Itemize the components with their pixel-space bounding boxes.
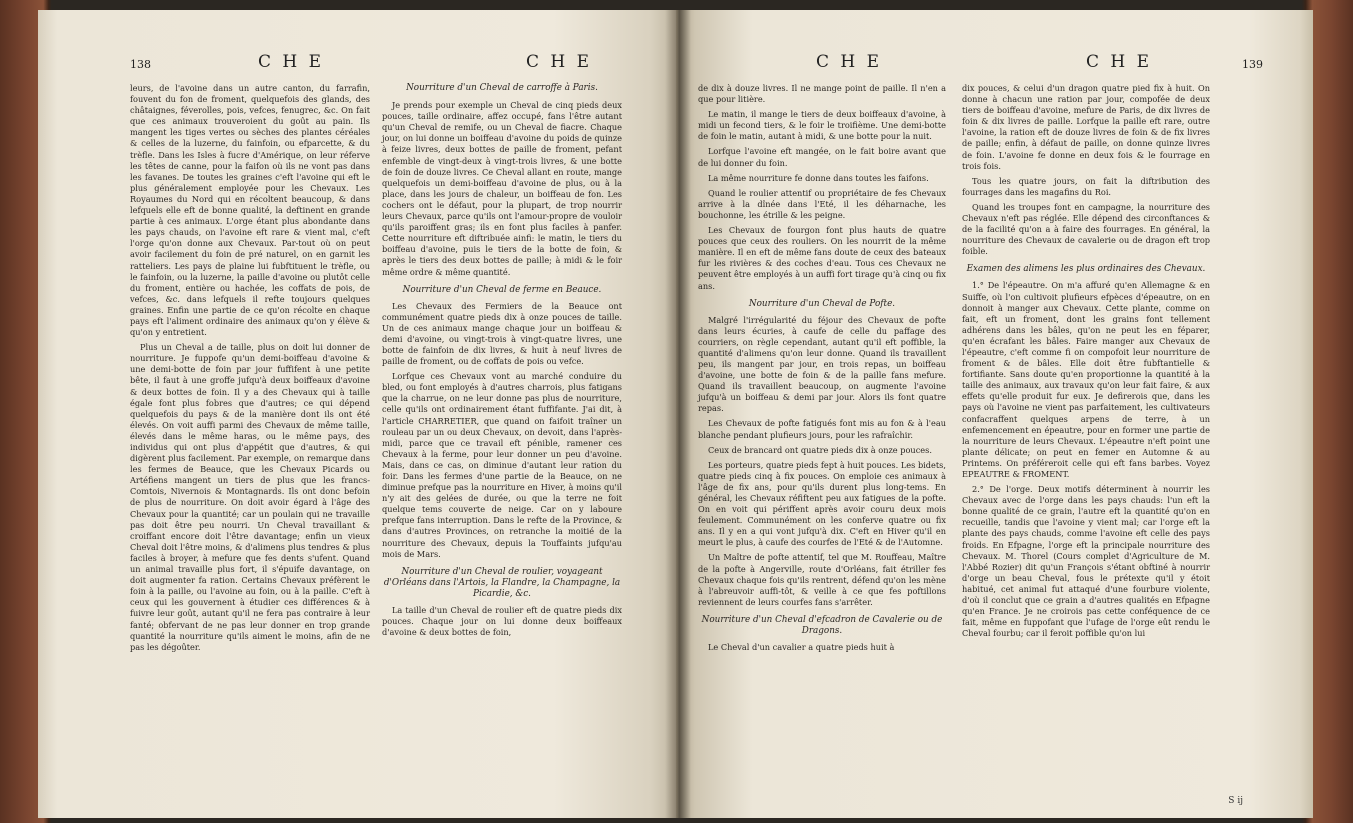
section-heading: Nourriture d'un Cheval de ferme en Beauce. xyxy=(402,284,602,295)
paragraph: Les porteurs, quatre pieds fept à huit pouces. Les bidets, quatre pieds cinq à fix pouces. On emploie ces animaux à l'âge de fix ans, pour qu'ils durent plus long-tems. En général, les Chevaux réfiftent peu aux fatigues de la pofte. On en voit qui périffent après avoir couru deux mois feulement. Communément on les conferve quatre ou fix ans. Il y en a qui vont jufqu'à dix. C'eft en Hiver qu'il en meurt le plus, à caufe des courfes de l'Eté & de l'Automne. xyxy=(698,459,946,548)
book-gutter xyxy=(665,10,691,818)
paragraph: dix pouces, & celui d'un dragon quatre pied fix à huit. On donne à chacun une ration par jour, compofée de deux tiers de boiffeau d'avoine, mefure de Paris, de dix livres de foin & dix livres de paille. Lorfque la paille eft rare, outre l'avoine, la ration eft de douze livres de foin & de fix livres de paille; enfin, à défaut de paille, on donne quinze livres de foin. L'avoine fe donne en deux fois & le fourrage en trois fois. xyxy=(962,83,1210,171)
section-heading: Nourriture d'un Cheval de roulier, voyageant d'Orléans dans l'Artois, la Flandre, la Champagne, la Picardie, &c. xyxy=(383,566,621,599)
paragraph: Les Chevaux des Fermiers de la Beauce ont communément quatre pieds dix à onze pouces de taille. Un de ces animaux mange chaque jour un boiffeau & demi d'avoine, ou vingt-trois à vingt-quatre livres, une botte de fainfoin de dix livres, & huit à neuf livres de paille de froment, ou de coffats de pois ou vefce. xyxy=(382,300,622,367)
paragraph: Malgré l'irrégularité du féjour des Chevaux de pofte dans leurs écuries, à caufe de celle du paffage des courriers, on règle cependant, autant qu'il eft poffible, la quantité d'alimens qu'on leur donne. Quand ils travaillent peu, ils mangent par jour, en trois repas, un boiffeau d'avoine, une botte de foin & de la paille fans mefure. Quand ils travaillent beaucoup, on augmente l'avoine jufqu'à un boiffeau & demi par jour. Alors ils font quatre repas. xyxy=(698,314,946,414)
page-number-left: 138 xyxy=(130,58,151,71)
paragraph: La taille d'un Cheval de roulier eft de quatre pieds dix pouces. Chaque jour on lui donne deux boiffeaux d'avoine & deux bottes de foin, xyxy=(382,604,622,637)
signature-mark: S ij xyxy=(1228,796,1243,806)
paragraph: Le matin, il mange le tiers de deux boiffeaux d'avoine, à midi un fecond tiers, & le foir le troifième. Une demi-botte de foin le matin, autant à midi, & une botte pour la nuit. xyxy=(698,109,946,142)
running-head-right-col2: C H E xyxy=(1086,52,1153,72)
right-page xyxy=(676,10,1313,818)
paragraph: leurs, de l'avoine dans un autre canton, du farrafin, fouvent du fon de froment, quelquefois des glands, des châtaignes, féverolles, pois, vefces, fenugrec, &c. On fait que ces animaux trouveroient du goût au pain. Ils mangent les tiges vertes ou sèches des plantes céréales & celles de la luzerne, du fainfoin, ou efparcette, & du trèfle. Dans les Isles à fucre d'Amérique, on leur réferve les têtes de canne, pour la faifon où ils ne vont pas dans les favanes. De toutes les graines c'eft l'avoine qui eft le plus généralement employée pour les Chevaux. Les Royaumes du Nord qui en récoltent beaucoup, & dans lefquels elle eft de bonne qualité, la deftinent en grande partie à ces animaux. L'orge étant plus abondante dans les pays chauds, on l'avoine eft rare & vient mal, c'eft l'orge qu'on donne aux Chevaux. Par-tout où on peut avoir facilement du foin de pré naturel, on en garnit les ratteliers. Les pays de plaine lui fubftituent le trèfle, ou le fainfoin, ou la luzerne, la paille d'avoine ou plutôt celle du froment, entière ou hachée, les coffats de pois, de vefces, &c. dans lefquels il refte toujours quelques graines. Enfin une partie de ce qu'on récolte en chaque pays eft l'aliment ordinaire des animaux qu'on y élève & qu'on y entretient. xyxy=(130,83,370,338)
paragraph: Un Maître de pofte attentif, tel que M. Rouffeau, Maître de la pofte à Angerville, route d'Orléans, fait étriller fes Chevaux chaque fois qu'ils rentrent, défend qu'on les mène à l'abreuvoir auffi-tôt, & veille à ce que fes poftillons reviennent de leurs courfes fans s'arrêter. xyxy=(698,552,946,607)
paragraph: Les Chevaux de pofte fatigués font mis au fon & à l'eau blanche pendant plufieurs jours, pour les rafraîchir. xyxy=(698,418,946,440)
paragraph: La même nourriture fe donne dans toutes les faifons. xyxy=(708,172,929,183)
section-title: Nourriture d'un Cheval de carroffe à Paris. xyxy=(406,83,598,93)
paragraph: Lorfque ces Chevaux vont au marché conduire du bled, ou font employés à d'autres charrois, plus fatigans que la charrue, on ne leur donne pas plus de nourriture, celle qu'ils ont ordinairement étant fuffifante. J'ai dit, à l'article CHARRETIER, que quand on faifoit traîner un rouleau par un ou deux Chevaux, on devoit, dans l'après-midi, parce que ce travail eft pénible, ramener ces Chevaux à la ferme, pour leur donner un peu d'avoine. Mais, dans ce cas, on diminue d'autant leur ration du foir. Dans les fermes d'une partie de la Beauce, on ne diminue prefque pas la nourriture en Hiver, à moins qu'il n'y ait des gelées de durée, ou que la terre ne foit quelque tems couverte de neige. Car on y laboure prefque fans interruption. Dans le refte de la Province, & dans d'autres Provinces, on retranche la moitié de la nourriture des Chevaux, depuis la Touffaints jufqu'au mois de Mars. xyxy=(382,371,622,559)
running-head-left-col2: C H E xyxy=(526,52,593,72)
paragraph: Lorfque l'avoine eft mangée, on le fait boire avant que de lui donner du foin. xyxy=(698,146,946,168)
paragraph: Le Cheval d'un cavalier a quatre pieds huit à xyxy=(708,641,895,652)
right-page-column-2 xyxy=(962,83,1210,643)
page-number-right: 139 xyxy=(1242,58,1263,71)
paragraph: Quand le roulier attentif ou propriétaire de fes Chevaux arrive à la dînée dans l'Eté, il les déharnache, les bouchonne, les étrille & les peigne. xyxy=(698,187,946,220)
paragraph: Quand les troupes font en campagne, la nourriture des Chevaux n'eft pas réglée. Elle dépend des circonftances & de la facilité qu'on a à faire des fourrages. En général, la nourriture des Chevaux de cavalerie ou de dragon eft trop foible. xyxy=(962,201,1210,257)
paragraph: 1.° De l'épeautre. On m'a affuré qu'en Allemagne & en Suiffe, où l'on cultivoit plufieurs efpèces d'épeautre, on en donnoit à manger aux Chevaux. Cette plante, comme on fait, eft un froment, dont les grains font tellement adhérens dans les bâles, qu'on ne peut les en féparer, qu'en écrafant les bâles. Faire manger aux Chevaux de l'épeautre, c'eft comme fi on compofoit leur nourriture de froment & de bâles. Elle doit être fubftantielle & fortifiante. Sans doute qu'en proportionne la quantité à la taille des animaux, aux travaux qu'on leur fait faire, & aux effets qu'elle produit fur eux. Je defirerois que, dans les pays où l'avoine ne vient pas parfaitement, les cultivateurs confacraffent quelques arpens de terre, à un enfemencement en épeautre, pour en former une partie de la nourriture de leurs Chevaux. L'épeautre n'eft point une plante délicate; on peut en femer en Automne & au Printems. On préféreroit celle qui eft fans barbes. Voyez EPEAUTRE & FROMENT. xyxy=(962,280,1210,479)
right-page-column-1 xyxy=(698,83,946,657)
left-page xyxy=(38,10,683,818)
paragraph: de dix à douze livres. Il ne mange point de paille. Il n'en a que pour litière. xyxy=(698,83,946,105)
running-head-left-col1: C H E xyxy=(258,52,325,72)
paragraph: Plus un Cheval a de taille, plus on doit lui donner de nourriture. Je fuppofe qu'un demi-boiffeau d'avoine & une demi-botte de foin par jour fuffifent à une petite bête, il faut à une groffe jufqu'à deux boiffeaux d'avoine & deux bottes de foin. Il y a des Chevaux qui à taille égale font plus fobres que d'autres; ce qui dépend quelquefois du pays & de la manière dont ils ont été élevés. On voit auffi parmi des Chevaux de même taille, élevés dans le même haras, ou le même pays, des individus qui ont plus d'appétit que d'autres, & qui digèrent plus facilement. Par exemple, on remarque dans les fermes de Beauce, que les Chevaux Picards ou Artéfiens mangent un tiers de plus que les francs-Comtois, Nivernois & Montagnards. Ils ont donc befoin de plus de nourriture. On doit avoir égard à l'âge des Chevaux pour la quantité; car un poulain qui ne travaille pas doit être peu nourri. Un Cheval travaillant & croiffant encore doit l'être davantage; enfin un vieux Cheval doit l'être moins, & d'alimens plus tendres & plus faciles à broyer, à mefure que fes dents s'ufent. Quand un animal travaille plus fort, il s'épuife davantage, on doit augmenter fa ration. Certains Chevaux préfèrent le foin à la paille, ou l'avoine au foin, ou à la paille. C'eft à ceux qui les gouvernent à étudier ces différences & à fuivre leur goût, autant qu'il ne fera pas contraire à leur fanté; obfervant de ne pas leur donner en trop grande quantité la nourriture qu'ils aiment le moins, afin de ne pas les dégoûter. xyxy=(130,342,370,652)
paragraph: Ceux de brancard ont quatre pieds dix à onze pouces. xyxy=(708,444,932,455)
section-heading: Nourriture d'un Cheval d'efcadron de Cavalerie ou de Dragons. xyxy=(701,614,943,636)
paragraph: Je prends pour exemple un Cheval de cinq pieds deux pouces, taille ordinaire, affez occupé, fans l'être autant qu'un Cheval de remife, ou un Cheval de fiacre. Chaque jour, on lui donne un boiffeau d'avoine du poids de quinze à feize livres, deux bottes de paille de froment, pefant enfemble de vingt-deux à vingt-trois livres, & une botte de foin de douze livres. Ce Cheval allant en route, mange quelquefois un demi-boiffeau d'avoine de plus, ou à la place, dans les jours de chaleur, un boiffeau de fon. Les cochers ont le défaut, pour la plupart, de trop nourrir leurs Chevaux, parce qu'ils ont l'amour-propre de vouloir qu'ils paroiffent gras; ils en font plus faciles à panfer. Cette nourriture eft diftribuée ainfi: le matin, le tiers du boiffeau d'avoine, puis le tiers de la botte de foin, & après le tiers des deux bottes de paille; à midi & le foir même ordre & même quantité. xyxy=(382,100,622,277)
running-head-right-col1: C H E xyxy=(816,52,883,72)
section-heading: Nourriture d'un Cheval de Pofte. xyxy=(748,298,896,309)
left-page-column-1 xyxy=(130,83,370,657)
paragraph: Tous les quatre jours, on fait la diftribution des fourrages dans les magafins du Roi. xyxy=(962,175,1210,197)
left-page-column-2 xyxy=(382,83,622,642)
paragraph: 2.° De l'orge. Deux motifs déterminent à nourrir les Chevaux avec de l'orge dans les pays chauds: l'un eft la bonne qualité de ce grain, l'autre eft la quantité qu'on en recueille, tandis que l'avoine y vient mal; car l'orge eft la plante des pays chauds, comme l'avoine eft celle des pays froids. En Efpagne, l'orge eft la principale nourriture des Chevaux. M. Thorel (Cours complet d'Agriculture de M. l'Abbé Rozier) dit qu'un François s'étant obftiné à nourrir d'orge un beau Cheval, fous le prétexte qu'il y étoit habitué, cet animal fut attaqué d'une fourbure violente, d'où il conclut que ce grain a d'autres qualités en Efpagne qu'en France. Je ne croirois pas cette conféquence de ce fait, même en fuppofant que l'ufage de l'orge eût rendu le Cheval fourbu; car il feroit poffible qu'on lui xyxy=(962,484,1210,639)
paragraph: Les Chevaux de fourgon font plus hauts de quatre pouces que ceux des rouliers. On les nourrit de la même manière. Il en eft de même fans doute de ceux des bateaux fur les rivières & des coches d'eau. Tous ces Chevaux ne peuvent être employés à un auffi fort tirage qu'à cinq ou fix ans. xyxy=(698,225,946,291)
section-heading: Examen des alimens les plus ordinaires des Chevaux. xyxy=(966,264,1206,275)
